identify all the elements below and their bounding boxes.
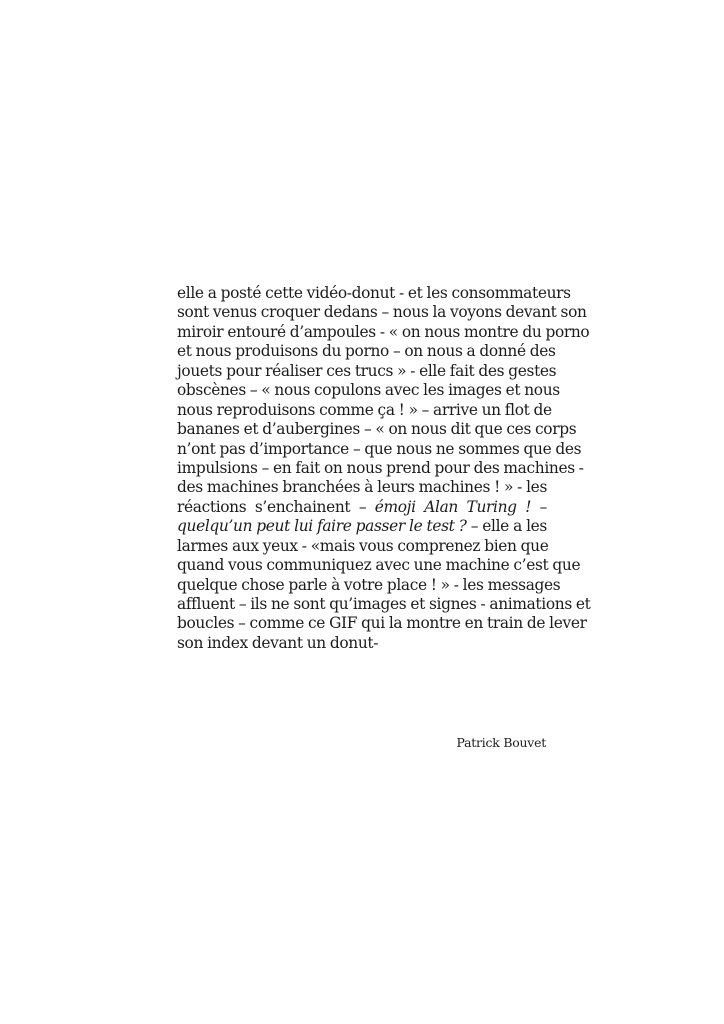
poem-line-5: jouets pour réaliser ces trucs » - elle fait des gestes (177, 361, 557, 380)
poem-line-14: larmes aux yeux - «mais vous comprenez bien que (177, 536, 549, 555)
poem-line-12-italic: émoji Alan Turing ! – (374, 497, 548, 516)
poem-line-16: quelque chose parle à votre place ! » - les messages (177, 575, 561, 594)
poem-text (177, 284, 591, 653)
poem-line-13 (177, 517, 547, 536)
poem-line-12 (177, 498, 547, 517)
poem-line-18: boucles – comme ce GIF qui la montre en train de lever (177, 614, 587, 633)
poem-line-17: affluent – ils ne sont qu’images et signes - animations et (177, 595, 591, 613)
poem-line-12-text: réactions s’enchainent – (177, 497, 375, 516)
poem-line-13-italic: quelqu’un peut lui faire passer le test ? (177, 517, 467, 536)
poem-line-9: n’ont pas d’importance – que nous ne sommes que des (177, 439, 582, 458)
poem-line-1: elle a posté cette vidéo-donut - et les consommateurs (177, 284, 571, 302)
poem-line-6: obscènes – « nous copulons avec les images et nous (177, 381, 560, 400)
poem-line-19: son index devant un donut- (177, 633, 379, 652)
poem-line-3: miroir entouré d’ampoules - « on nous montre du porno (177, 322, 590, 341)
poem-line-11: des machines branchées à leurs machines ! » - les (177, 478, 547, 497)
poem-line-7: nous reproduisons comme ça ! » – arrive un flot de (177, 400, 552, 419)
poem-line-8: bananes et d’aubergines – « on nous dit que ces corps (177, 420, 577, 439)
poem-line-4: et nous produisons du porno – on nous a donné des (177, 342, 556, 361)
poem-line-15: quand vous communiquez avec une machine c’est que (177, 556, 581, 575)
poem-line-2: sont venus croquer dedans – nous la voyons devant son (177, 303, 587, 322)
poem-line-10: impulsions – en fait on nous prend pour des machines - (177, 458, 584, 477)
author-signature: Patrick Bouvet (456, 735, 546, 750)
poem-line-13-text: – elle a les (466, 517, 547, 536)
